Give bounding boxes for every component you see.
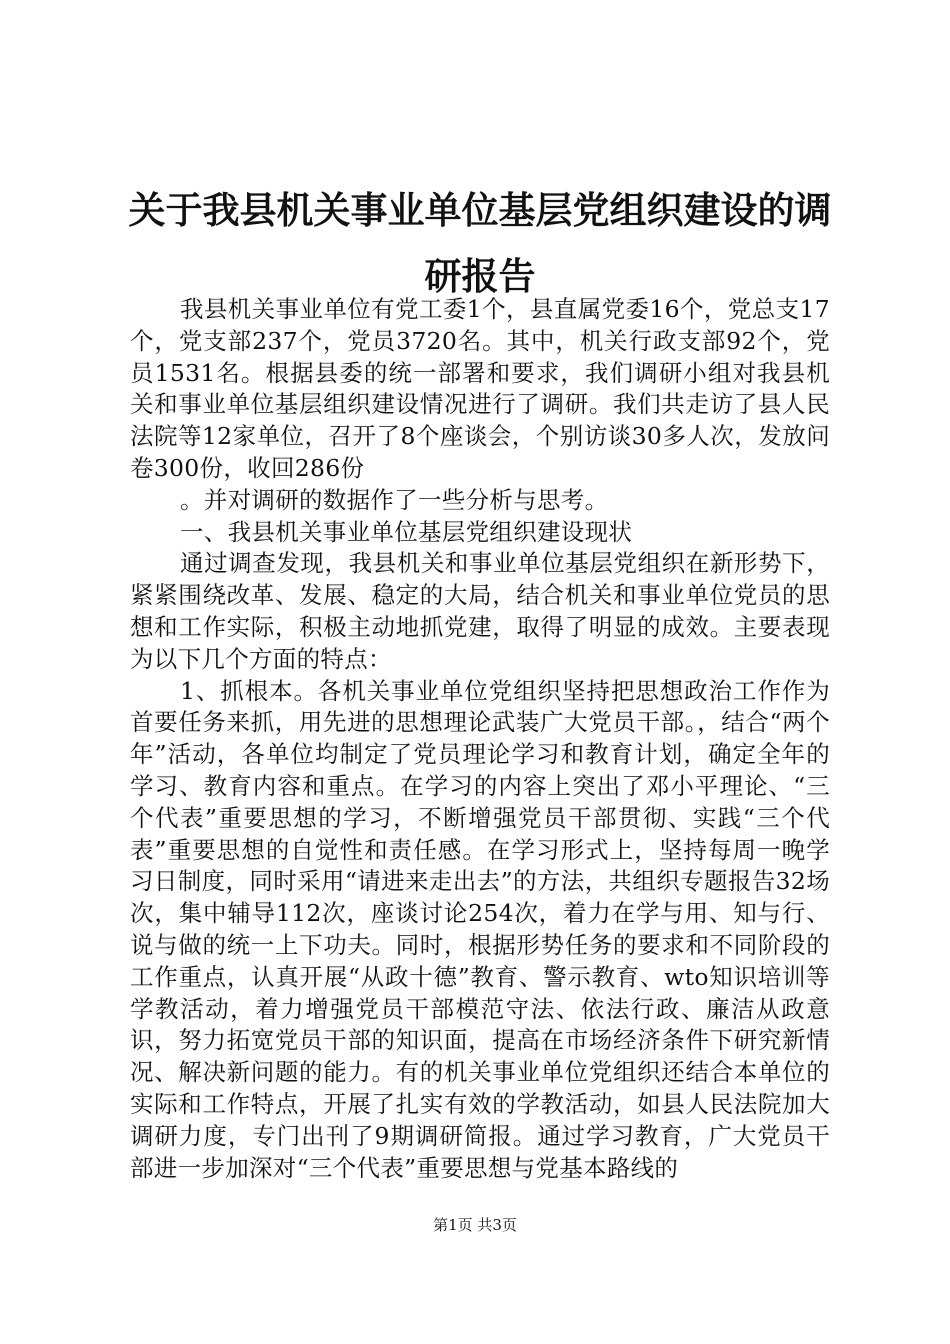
paragraph-intro-continuation: 。并对调研的数据作了一些分析与思考。 xyxy=(180,485,609,514)
section-heading: 一、我县机关事业单位基层党组织建设现状 xyxy=(180,517,633,546)
paragraph-intro: 我县机关事业单位有党工委1个，县直属党委16个，党总支17个，党支部237个，党员3720名。其中，机关行政支部92个，党员1531名。根据县委的统一部署和要求，我们调研小组对我县机关和事业单位基层组织建设情况进行了调研。我们共走访了县人民法院等12家单位，召开了8个座谈会，个别访谈30多人次，发放问卷300份，收回286份 xyxy=(130,295,830,482)
document-body xyxy=(130,294,830,1184)
page-number-footer: 第1页 共3页 xyxy=(433,1216,517,1234)
paragraph-findings: 通过调查发现，我县机关和事业单位基层党组织在新形势下，紧紧围绕改革、发展、稳定的大局，结合机关和事业单位党员的思想和工作实际，积极主动地抓党建，取得了明显的成效。主要表现为以下几个方面的特点： xyxy=(130,549,830,673)
document-title: 关于我县机关事业单位基层党组织建设的调研报告 xyxy=(128,189,832,298)
paragraph-point-1: 1、抓根本。各机关事业单位党组织坚持把思想政治工作作为首要任务来抓，用先进的思想理论武装广大党员干部。，结合“两个年”活动，各单位均制定了党员理论学习和教育计划，确定全年的学习、教育内容和重点。在学习的内容上突出了邓小平理论、“三个代表”重要思想的学习，不断增强党员干部贯彻、实践“三个代表”重要思想的自觉性和责任感。在学习形式上，坚持每周一晚学习日制度，同时采用“请进来走出去”的方法，共组织专题报告32场次，集中辅导112次，座谈讨论254次，着力在学与用、知与行、说与做的统一上下功夫。同时，根据形势任务的要求和不同阶段的工作重点，认真开展“从政十德”教育、警示教育、wto知识培训等学教活动，着力增强党员干部模范守法、依法行政、廉洁从政意识，努力拓宽党员干部的知识面，提高在市场经济条件下研究新情况、解决新问题的能力。有的机关事业单位党组织还结合本单位的实际和工作特点，开展了扎实有效的学教活动，如县人民法院加大调研力度，专门出刊了9期调研简报。通过学习教育，广大党员干部进一步加深对“三个代表”重要思想与党基本路线的 xyxy=(130,676,830,1182)
